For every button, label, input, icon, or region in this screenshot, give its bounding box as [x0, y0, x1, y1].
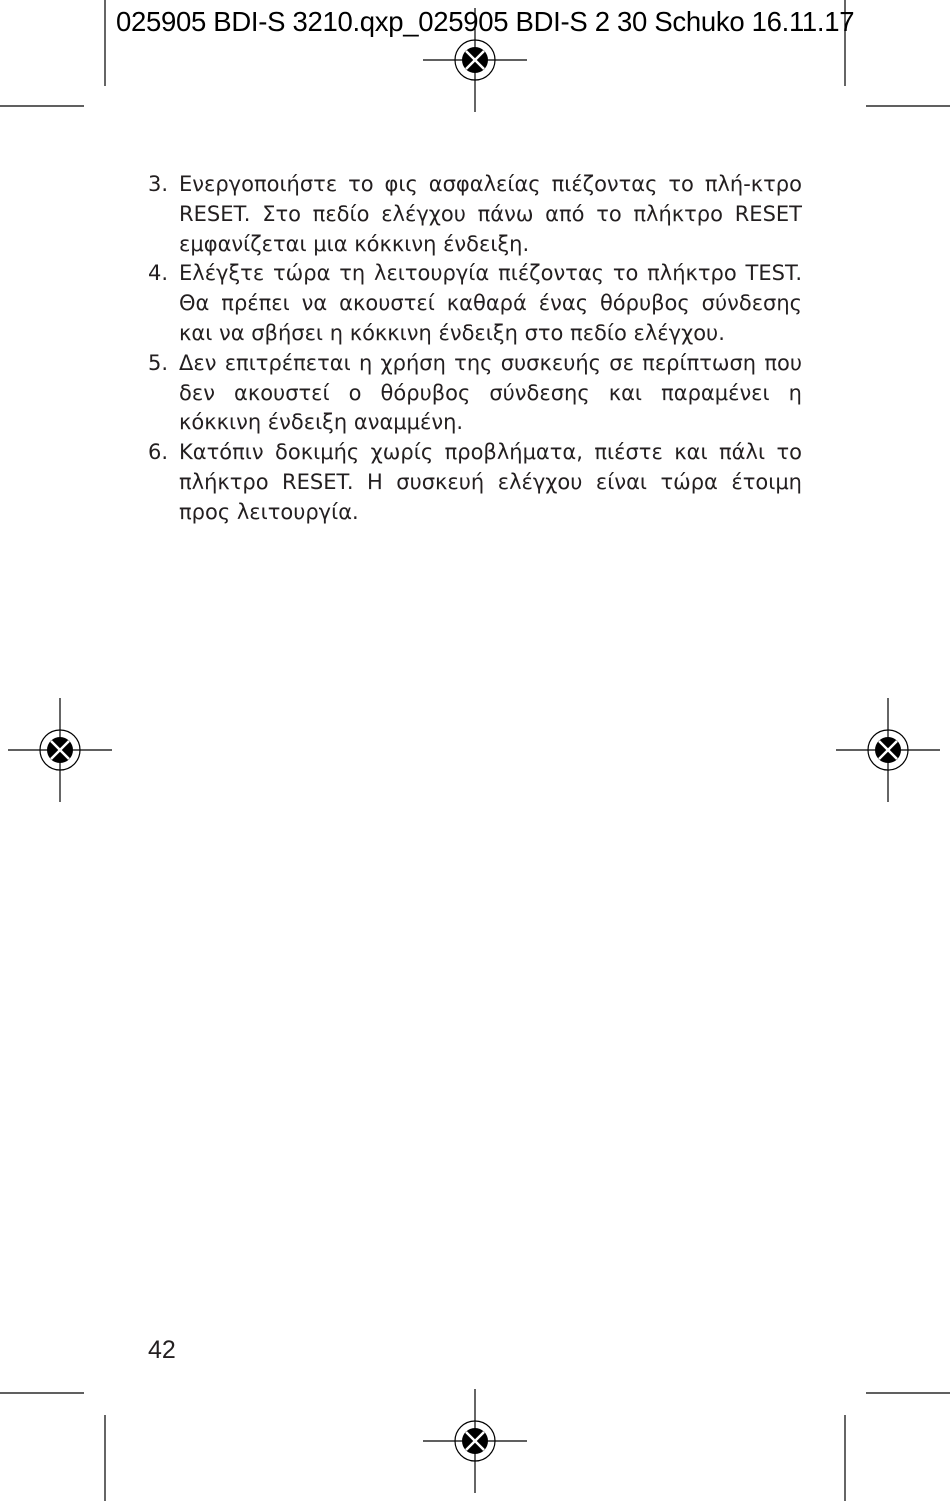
step-number: 6.: [148, 440, 169, 465]
step-text: Κατόπιν δοκιμής χωρίς προβλήματα, πιέστε και πάλι το πλήκτρο RESET. Η συσκευή ελέγχου είναι τώρα έτοιμη προς λειτουργία.: [179, 440, 802, 524]
step-number: 5.: [148, 350, 169, 375]
registration-mark-icon: [836, 698, 940, 802]
step-text: Ελέγξτε τώρα τη λειτουργία πιέζοντας το πλήκτρο TEST. Θα πρέπει να ακουστεί καθαρά ένας θόρυβος σύνδεσης και να σβήσει η κόκκινη ένδειξη στο πεδίο ελέγχου.: [179, 261, 802, 345]
step-number: 4.: [148, 261, 169, 286]
step-text: Ενεργοποιήστε το φις ασφαλείας πιέζοντας το πλή-κτρο RESET. Στο πεδίο ελέγχου πάνω από το πλήκτρο RESET εμφανίζεται μια κόκκινη ένδειξη.: [179, 172, 802, 256]
print-slug-line: 025905 BDI-S 3210.qxp_025905 BDI-S 2 30 Schuko 16.11.17: [116, 6, 855, 37]
page-number: 42: [148, 1336, 176, 1364]
step-text: Δεν επιτρέπεται η χρήση της συσκευής σε περίπτωση που δεν ακουστεί ο θόρυβος σύνδεσης και παραμένει η κόκκινη ένδειξη αναμμένη.: [179, 350, 802, 435]
registration-mark-icon: [8, 698, 112, 802]
step-number: 3.: [148, 172, 169, 196]
registration-mark-icon: [423, 1389, 527, 1493]
